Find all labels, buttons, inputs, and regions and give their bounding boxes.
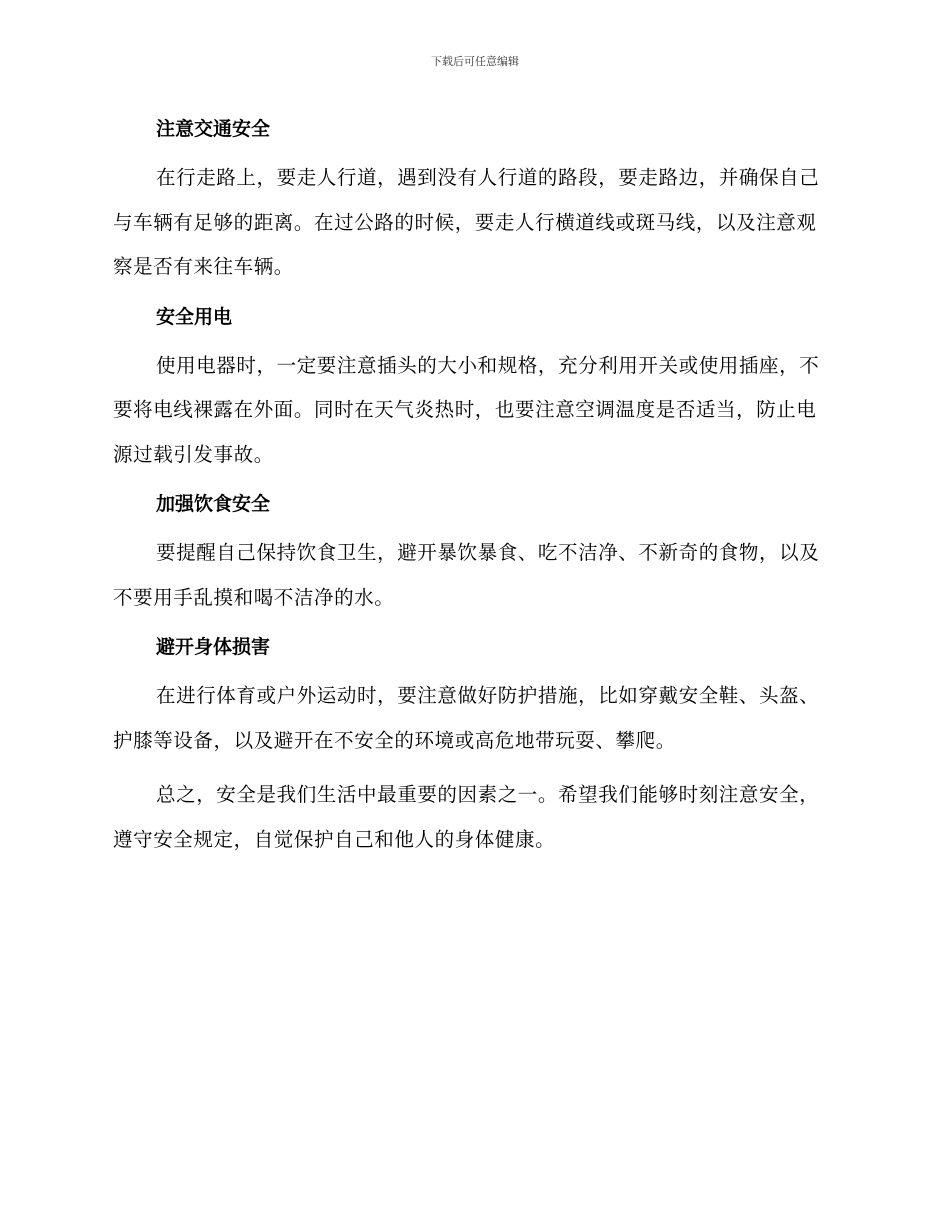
- section-paragraph: 在进行体育或户外运动时，要注意做好防护措施，比如穿戴安全鞋、头盔、护膝等设备，以及避开在不安全的环境或高危地带玩耍、攀爬。: [113, 684, 820, 752]
- section-food-safety: [113, 487, 831, 620]
- section-heading: 注意交通安全: [156, 118, 271, 140]
- page-header: 下载后可任意编辑: [431, 55, 519, 68]
- section-traffic-safety: [113, 112, 831, 290]
- section-electrical-safety: [113, 300, 831, 478]
- section-heading: 安全用电: [156, 305, 233, 328]
- section-paragraph: 要提醒自己保持饮食卫生，避开暴饮暴食、吃不洁净、不新奇的食物，以及不要用手乱摸和喝不洁净的水。: [113, 541, 820, 609]
- section-heading: 加强饮食安全: [156, 493, 271, 515]
- section-paragraph: 使用电器时，一定要注意插头的大小和规格，充分利用开关或使用插座，不要将电线裸露在外面。同时在天气炎热时，也要注意空调温度是否适当，防止电源过载引发事故。: [113, 353, 820, 466]
- section-avoid-injury: [113, 630, 831, 763]
- document-body: [113, 112, 831, 872]
- conclusion-paragraph: 总之，安全是我们生活中最重要的因素之一。希望我们能够时刻注意安全，遵守安全规定，自觉保护自己和他人的身体健康。: [113, 783, 820, 851]
- section-paragraph: 在行走路上，要走人行道，遇到没有人行道的路段，要走路边，并确保自己与车辆有足够的距离。在过公路的时候，要走人行横道线或斑马线，以及注意观察是否有来往车辆。: [113, 166, 820, 278]
- section-heading: 避开身体损害: [156, 636, 271, 658]
